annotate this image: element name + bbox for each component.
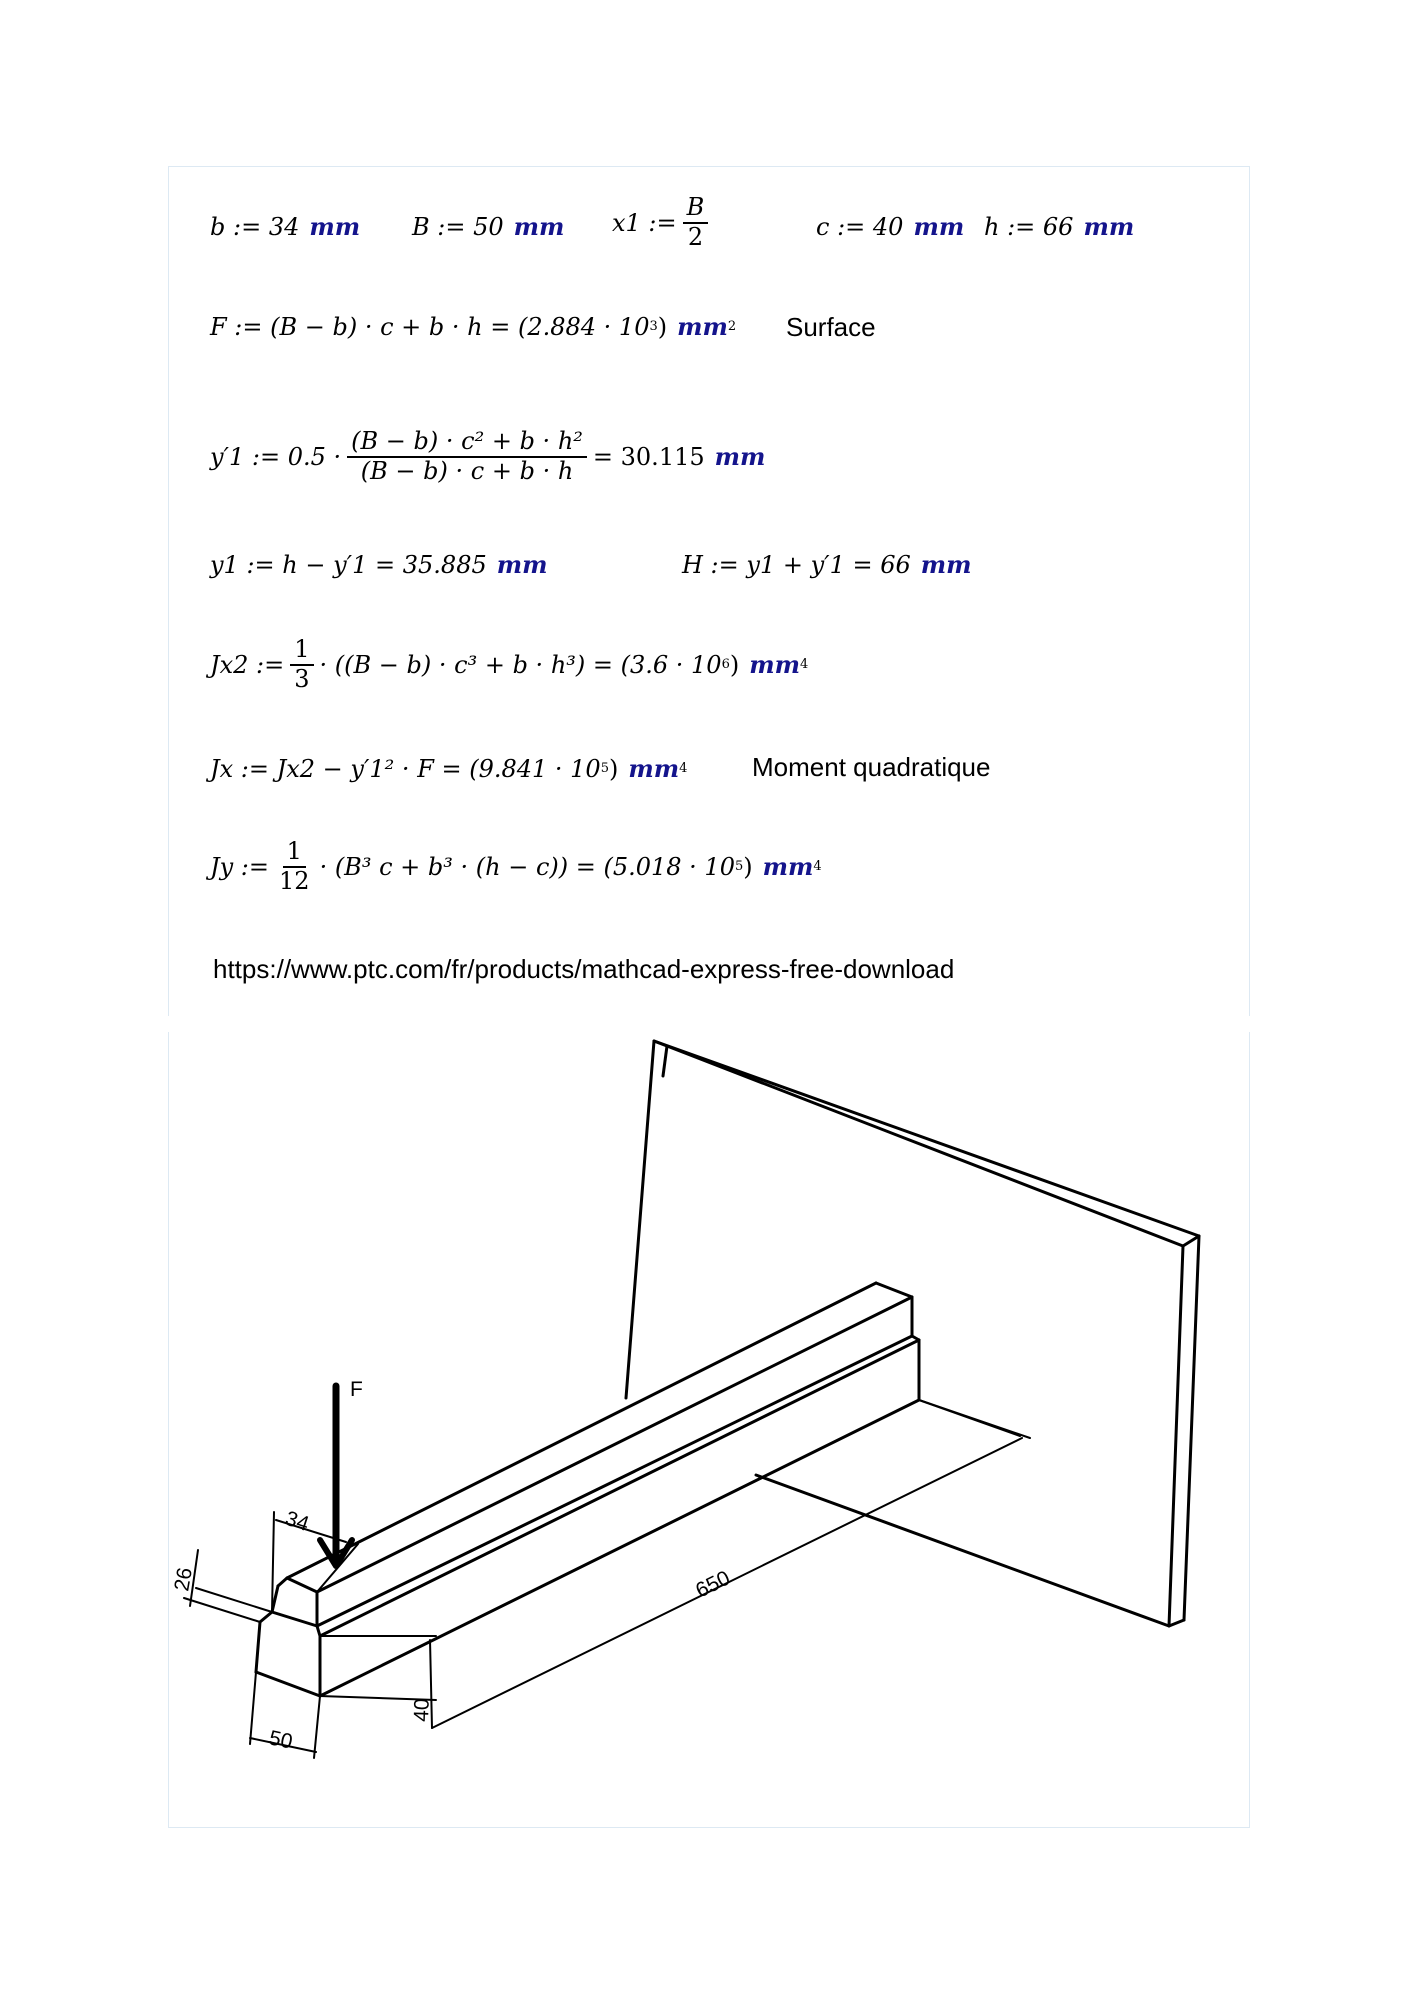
surface-label: Surface (786, 312, 876, 342)
force-label: F (350, 1378, 363, 1401)
unit-mm: mm (920, 550, 972, 579)
jy-close: ) (743, 852, 753, 881)
jx-expr: Jx := Jx2 − y′1² · F = (9.841 · 10 (210, 754, 601, 783)
download-link[interactable]: https://www.ptc.com/fr/products/mathcad-express-free-download (213, 954, 955, 984)
y1-expr: y1 := h − y′1 = 35.885 (210, 550, 487, 579)
moment-label: Moment quadratique (752, 752, 991, 782)
jx-close: ) (608, 754, 619, 783)
t-beam (256, 1283, 919, 1696)
frac-num: 1 (290, 636, 313, 666)
def-B-expr: B := 50 (412, 212, 504, 241)
jx-unit-exp: 4 (679, 761, 688, 776)
frac-den: 3 (294, 664, 310, 693)
unit-mm: mm (749, 650, 801, 680)
dim-40: 40 (410, 1698, 434, 1723)
frac-num: (B − b) · c² + b · h² (347, 428, 587, 458)
jx2-lhs: Jx2 := (210, 650, 285, 679)
dim-650: 650 (692, 1566, 734, 1603)
unit-mm: mm (714, 442, 766, 472)
unit-mm: mm (1083, 212, 1135, 241)
frac-den: (B − b) · c + b · h (360, 456, 574, 485)
jx2-expr: · ((B − b) · c³ + b · h³) = (3.6 · 10 (319, 650, 722, 679)
frac-den: 12 (279, 866, 310, 895)
unit-mm: mm (677, 312, 728, 341)
unit-mm: mm (628, 754, 680, 783)
def-c-expr: c := 40 (816, 212, 904, 241)
y1p-lhs: y′1 := 0.5 · (210, 442, 342, 471)
unit-mm: mm (309, 212, 361, 241)
unit-mm: mm (762, 852, 814, 882)
frac-den: 2 (687, 222, 704, 251)
dim-34: 34 (282, 1506, 312, 1536)
frac-num: B (683, 194, 709, 224)
jy-unit-exp: 4 (813, 859, 822, 875)
unit-mm: mm (496, 550, 548, 579)
frac-num: 1 (283, 838, 306, 868)
jy-lhs: Jy := (210, 852, 270, 881)
H-expr: H := y1 + y′1 = 66 (682, 550, 911, 579)
jx2-unit-exp: 4 (800, 657, 809, 673)
jy-exp: 5 (734, 859, 744, 875)
jx2-close: ) (729, 650, 740, 679)
jy-expr: · (B³ c + b³ · (h − c)) = (5.018 · 10 (319, 852, 735, 881)
surface-unit-exp: 2 (727, 319, 737, 334)
surface-exp: 3 (649, 319, 658, 334)
surface-close: ) (657, 312, 668, 341)
def-h-expr: h := 66 (984, 212, 1074, 241)
y1p-rhs: = 30.115 (592, 442, 705, 471)
jx2-exp: 6 (721, 657, 730, 673)
jx-exp: 5 (600, 761, 609, 776)
surface-expr: F := (B − b) · c + b · h = (2.884 · 10 (210, 312, 650, 341)
dim-26: 26 (170, 1565, 197, 1593)
dimension-lines (184, 1400, 1030, 1758)
dim-50: 50 (266, 1726, 295, 1754)
unit-mm: mm (913, 212, 965, 241)
def-x1-lhs: x1 := (612, 208, 677, 237)
unit-mm: mm (513, 212, 565, 241)
def-b-expr: b := 34 (210, 212, 300, 241)
